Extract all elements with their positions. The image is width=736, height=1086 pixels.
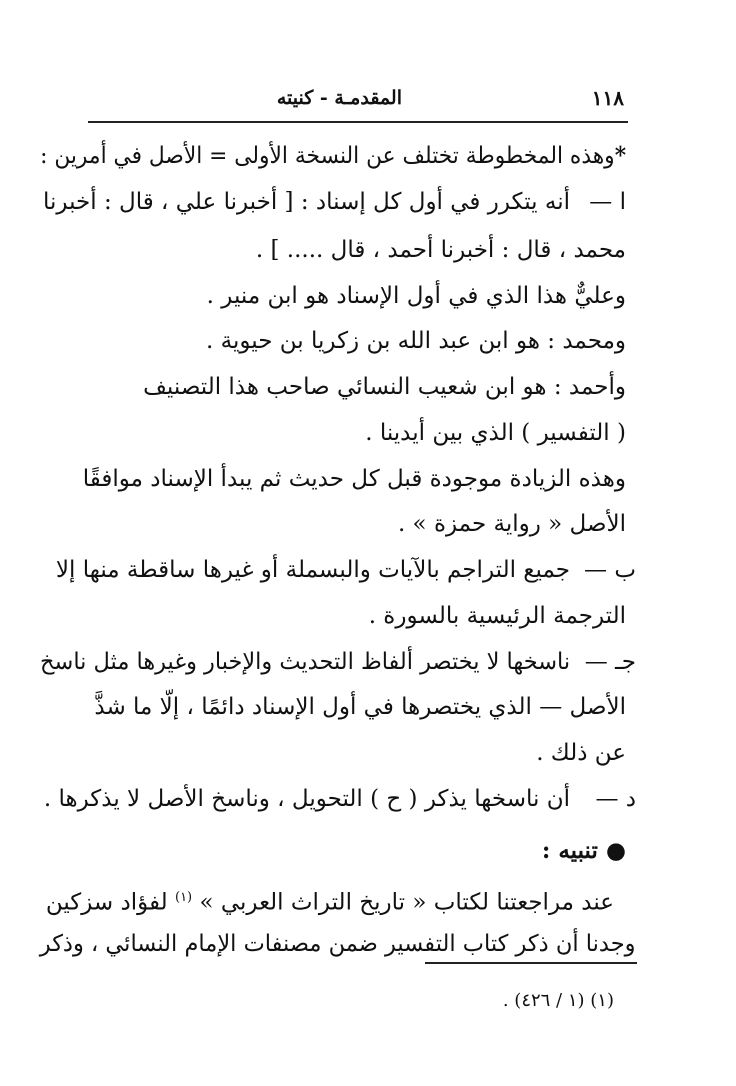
ali-note: وعليٌّ هذا الذي في أول الإسناد هو ابن منير . <box>206 283 626 309</box>
addition-line2: الأصل « رواية حمزة » . <box>397 511 626 537</box>
addition-line1: وهذه الزيادة موجودة قبل كل حديث ثم يبدأ الإسناد موافقًا <box>82 466 626 492</box>
page-number: ١١٨ <box>591 86 624 110</box>
muhammad-note: ومحمد : هو ابن عبد الله بن زكريا بن حيوية . <box>206 328 626 354</box>
notice-line1-end: لفؤاد سزكين <box>45 889 168 916</box>
item-b-marker: ب — <box>584 557 636 583</box>
notice-line2: وجدنا أن ذكر كتاب التفسير ضمن مصنفات الإمام النسائي ، وذكر <box>40 931 636 957</box>
item-d-line1: أن ناسخها يذكر ( ح ) التحويل ، وناسخ الأصل لا يذكرها . <box>43 786 570 812</box>
notice-line1 <box>46 883 614 918</box>
notice-label: تنبيه : <box>541 837 598 864</box>
item-d-marker: د — <box>595 786 636 812</box>
intro-text: وهذه المخطوطة تختلف عن النسخة الأولى = الأصل في أمرين : <box>40 143 615 169</box>
item-j-marker: جـ — <box>584 649 636 675</box>
item-j-line3: عن ذلك . <box>536 740 626 766</box>
footnote-text: (١) (١ / ٤٢٦) . <box>502 990 614 1011</box>
item-j-line2: الأصل — الذي يختصرها في أول الإسناد دائمًا ، إلّا ما شذَّ <box>94 694 626 720</box>
notice-line1-text: عند مراجعتنا لكتاب « تاريخ التراث العربي » <box>199 889 614 916</box>
footnote-reference: (١) <box>174 890 193 905</box>
header-rule <box>88 121 628 123</box>
notice-heading <box>542 836 626 866</box>
item-j-line1: ناسخها لا يختصر ألفاظ التحديث والإخبار وغيرها مثل ناسخ <box>39 649 570 675</box>
page-header <box>86 84 630 114</box>
item-a-line1: أنه يتكرر في أول كل إسناد : [ أخبرنا علي ، قال : أخبرنا <box>42 189 570 215</box>
item-a-line2: محمد ، قال : أخبرنا أحمد ، قال ..... ] . <box>255 237 626 263</box>
item-b-line2: الترجمة الرئيسية بالسورة . <box>368 603 626 629</box>
item-b-line1: جميع التراجم بالآيات والبسملة أو غيرها ساقطة منها إلا <box>55 557 570 583</box>
ahmad-note-line2: ( التفسير ) الذي بين أيدينا . <box>365 420 626 446</box>
item-a-marker: ا — <box>589 189 626 215</box>
bullet-icon: ● <box>605 837 626 864</box>
ahmad-note-line1: وأحمد : هو ابن شعيب النسائي صاحب هذا التصنيف <box>143 374 626 400</box>
asterisk-marker: * <box>614 142 626 169</box>
running-title: المقدمـة - كنيته <box>276 87 402 109</box>
intro-line <box>40 141 626 171</box>
footnote-rule <box>425 962 637 964</box>
